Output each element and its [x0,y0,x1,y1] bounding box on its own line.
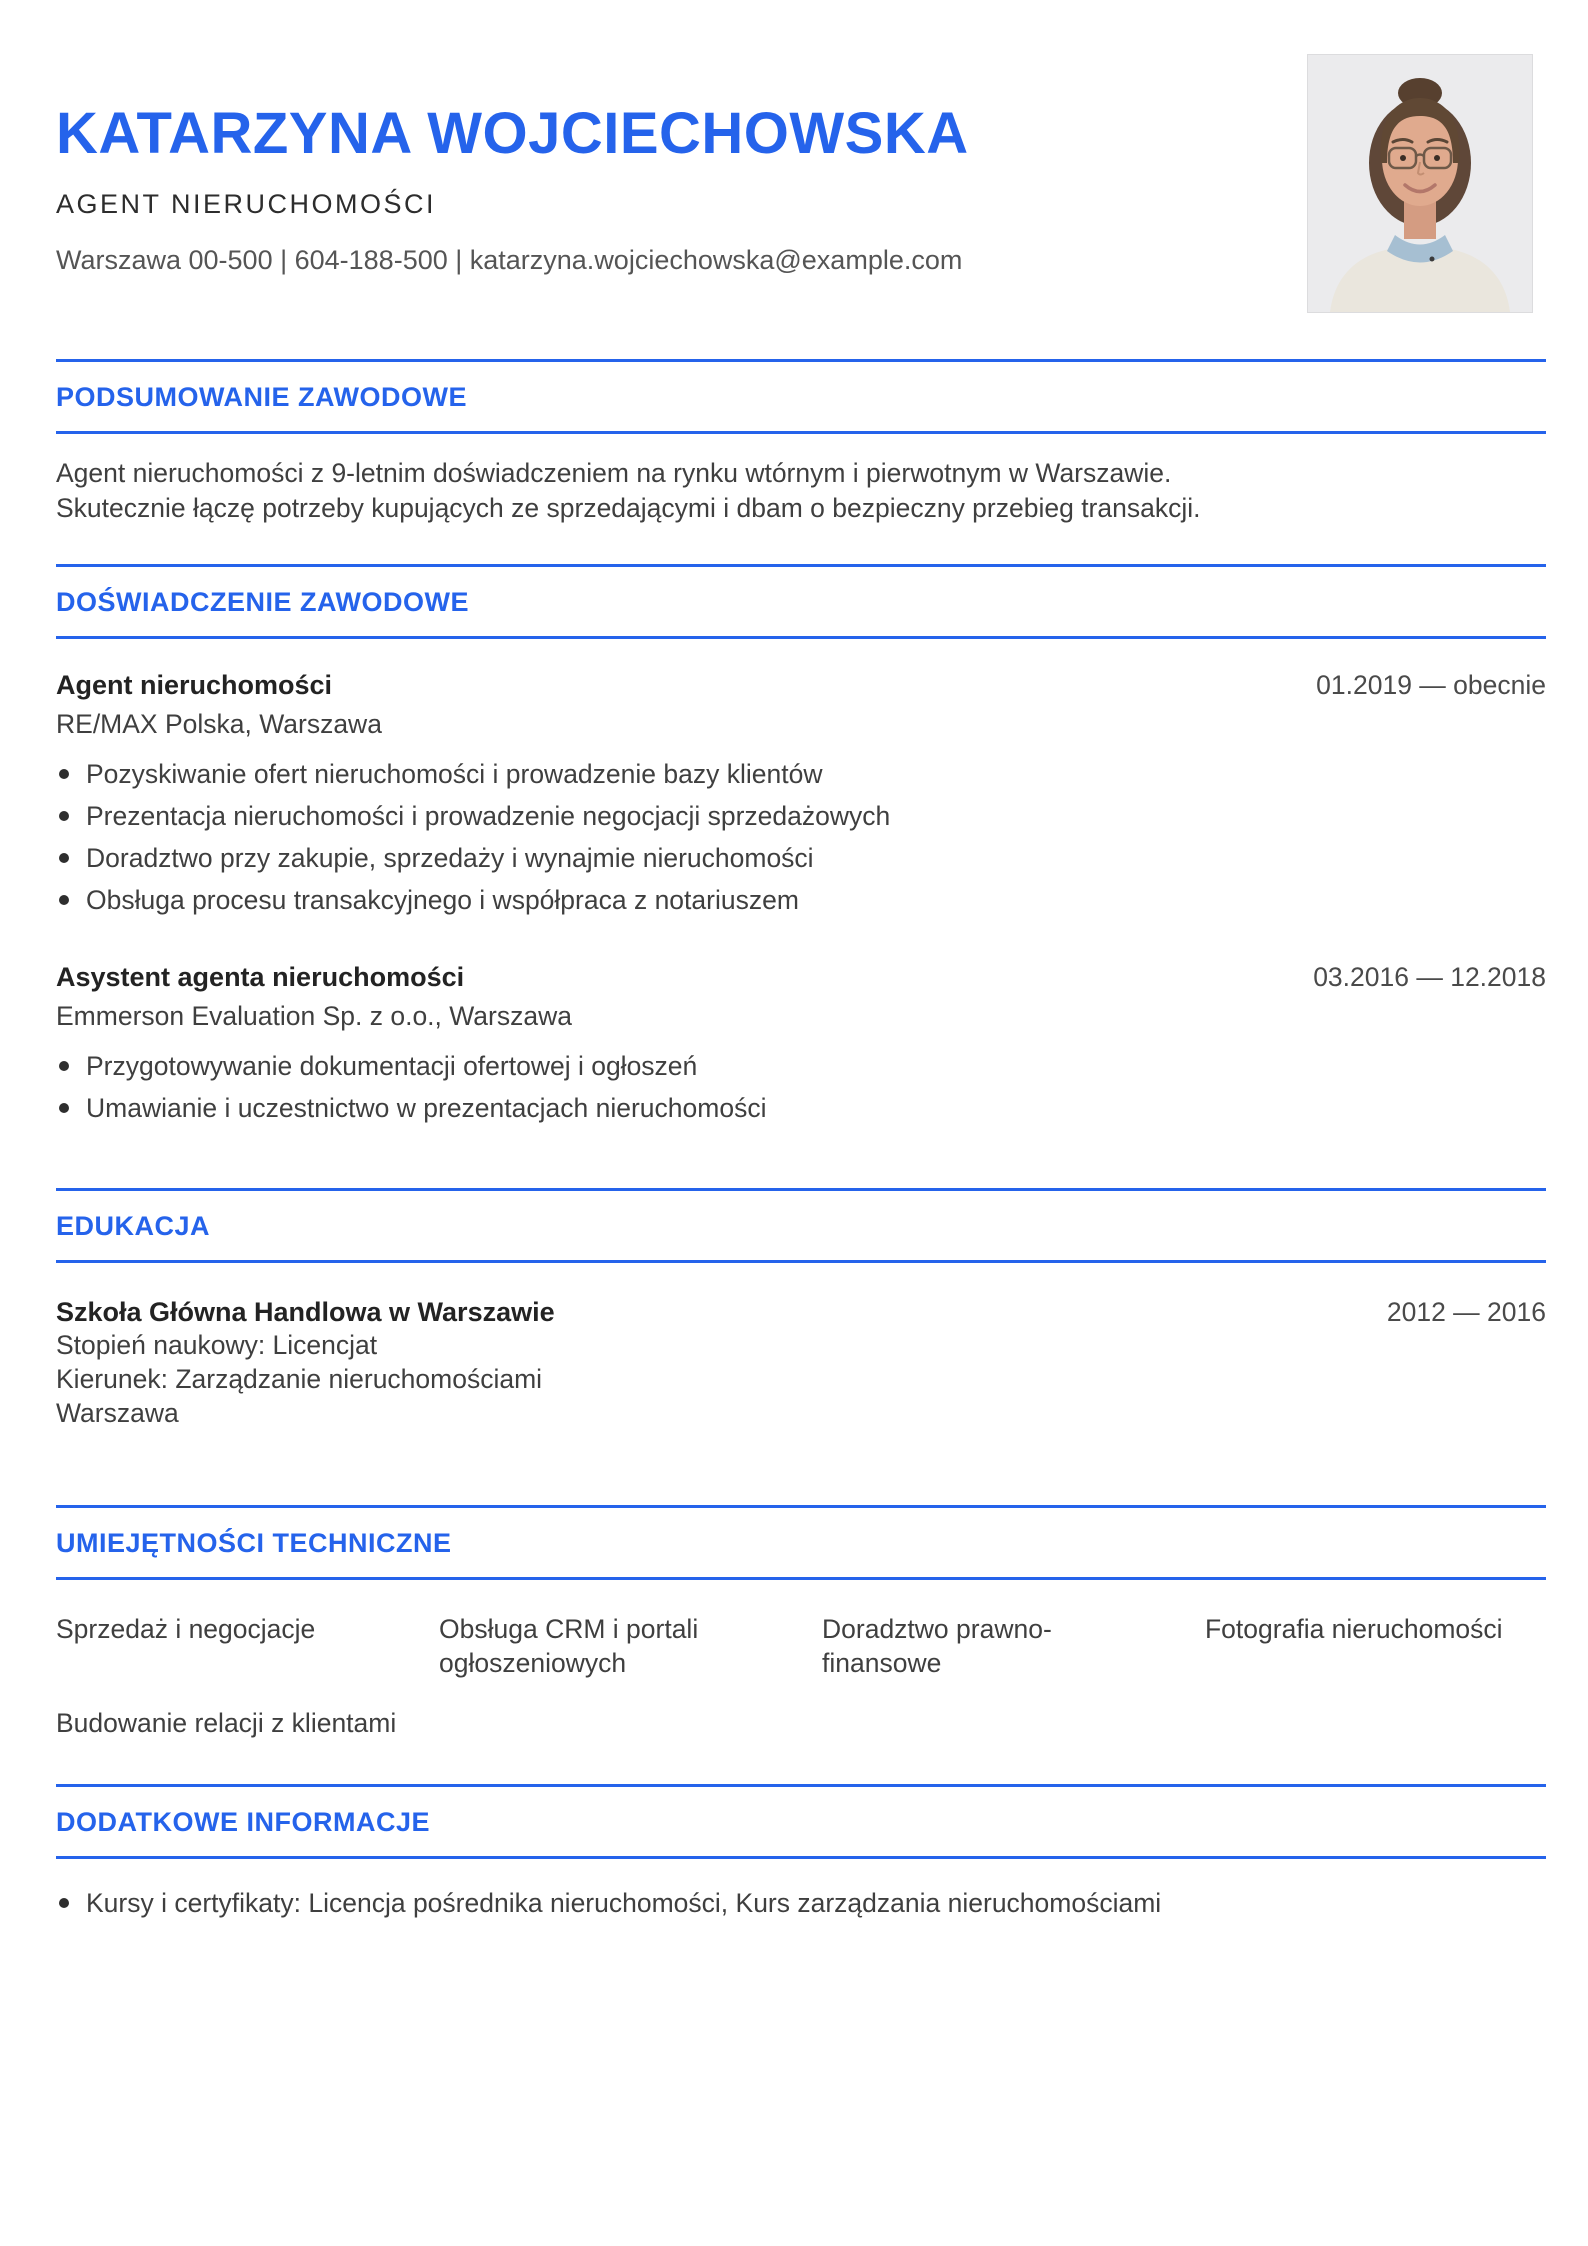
education-field: Kierunek: Zarządzanie nieruchomościami [56,1364,543,1394]
education-degree: Stopień naukowy: Licencjat [56,1330,378,1360]
experience-entry [56,670,1546,914]
section-header-summary [56,359,1546,434]
job-company: Emmerson Evaluation Sp. z o.o., Warszawa [56,1001,572,1031]
skill-item: Obsługa CRM i portali ogłoszeniowych [439,1614,699,1678]
bullet-text: Kursy i certyfikaty: Licencja pośrednika nieruchomości, Kurs zarządzania nieruchomościami [86,1888,1162,1918]
skills-grid [56,1612,1546,1740]
section-header-skills [56,1505,1546,1580]
job-company: RE/MAX Polska, Warszawa [56,709,382,739]
additional-bullet-list [56,1889,1546,1917]
job-bullet-list [56,1052,1546,1122]
bullet-text: Obsługa procesu transakcyjnego i współpraca z notariuszem [86,885,799,915]
bullet-item [56,844,1546,872]
school-title-row [56,1297,1546,1328]
bullet-dot-icon [59,811,69,821]
skill-item: Budowanie relacji z klientami [56,1708,397,1738]
bullet-text: Umawianie i uczestnictwo w prezentacjach nieruchomości [86,1093,767,1123]
job-title-row [56,670,1546,701]
section-additional-info [56,1784,1546,1917]
section-experience [56,564,1546,1122]
summary-line: Skutecznie łączę potrzeby kupujących ze sprzedającymi i dbam o bezpieczny przebieg transakcji. [56,493,1201,523]
contact-line: Warszawa 00-500 | 604-188-500 | katarzyna.wojciechowska@example.com [56,244,963,275]
bullet-item [56,1094,1546,1122]
header [56,0,1546,314]
bullet-item [56,760,1546,788]
bullet-item [56,802,1546,830]
bullet-text: Doradztwo przy zakupie, sprzedaży i wynajmie nieruchomości [86,843,814,873]
job-title-row [56,962,1546,993]
experience-entry [56,962,1546,1122]
summary-text [56,456,1546,526]
education-entry [56,1297,1546,1430]
section-summary [56,359,1546,526]
education-city: Warszawa [56,1398,179,1428]
bullet-text: Przygotowywanie dokumentacji ofertowej i ogłoszeń [86,1051,698,1081]
portrait-illustration [1308,55,1532,312]
job-dates: 03.2016 — 12.2018 [1313,962,1546,992]
section-heading-experience: DOŚWIADCZENIE ZAWODOWE [56,587,469,617]
job-title: Agent nieruchomości [56,670,333,700]
bullet-text: Pozyskiwanie ofert nieruchomości i prowadzenie bazy klientów [86,759,823,789]
job-bullet-list [56,760,1546,914]
section-skills [56,1505,1546,1740]
school-name: Szkoła Główna Handlowa w Warszawie [56,1297,555,1327]
job-dates: 01.2019 — obecnie [1316,670,1546,700]
section-heading-summary: PODSUMOWANIE ZAWODOWE [56,382,467,412]
section-heading-education: EDUKACJA [56,1211,211,1241]
bullet-item [56,1052,1546,1080]
skill-item: Sprzedaż i negocjacje [56,1614,316,1644]
job-title: Asystent agenta nieruchomości [56,962,465,992]
summary-line: Agent nieruchomości z 9-letnim doświadczeniem na rynku wtórnym i pierwotnym w Warszawie. [56,458,1172,488]
candidate-name: KATARZYNA WOJCIECHOWSKA [56,101,969,166]
section-header-experience [56,564,1546,639]
candidate-job-title: AGENT NIERUCHOMOŚCI [56,188,437,219]
bullet-dot-icon [59,1898,69,1908]
section-heading-skills: UMIEJĘTNOŚCI TECHNICZNE [56,1528,452,1558]
bullet-item [56,1889,1546,1917]
bullet-item [56,886,1546,914]
bullet-dot-icon [59,1061,69,1071]
section-header-additional-info [56,1784,1546,1859]
education-dates: 2012 — 2016 [1386,1297,1546,1327]
section-header-education [56,1188,1546,1263]
bullet-dot-icon [59,1103,69,1113]
section-education [56,1188,1546,1430]
section-heading-additional-info: DODATKOWE INFORMACJE [56,1807,430,1837]
bullet-dot-icon [59,895,69,905]
bullet-text: Prezentacja nieruchomości i prowadzenie negocjacji sprzedażowych [86,801,891,831]
skill-item: Doradztwo prawno-finansowe [822,1614,1052,1678]
bullet-dot-icon [59,769,69,779]
profile-photo [1308,55,1532,312]
skill-item: Fotografia nieruchomości [1205,1614,1503,1644]
bullet-dot-icon [59,853,69,863]
